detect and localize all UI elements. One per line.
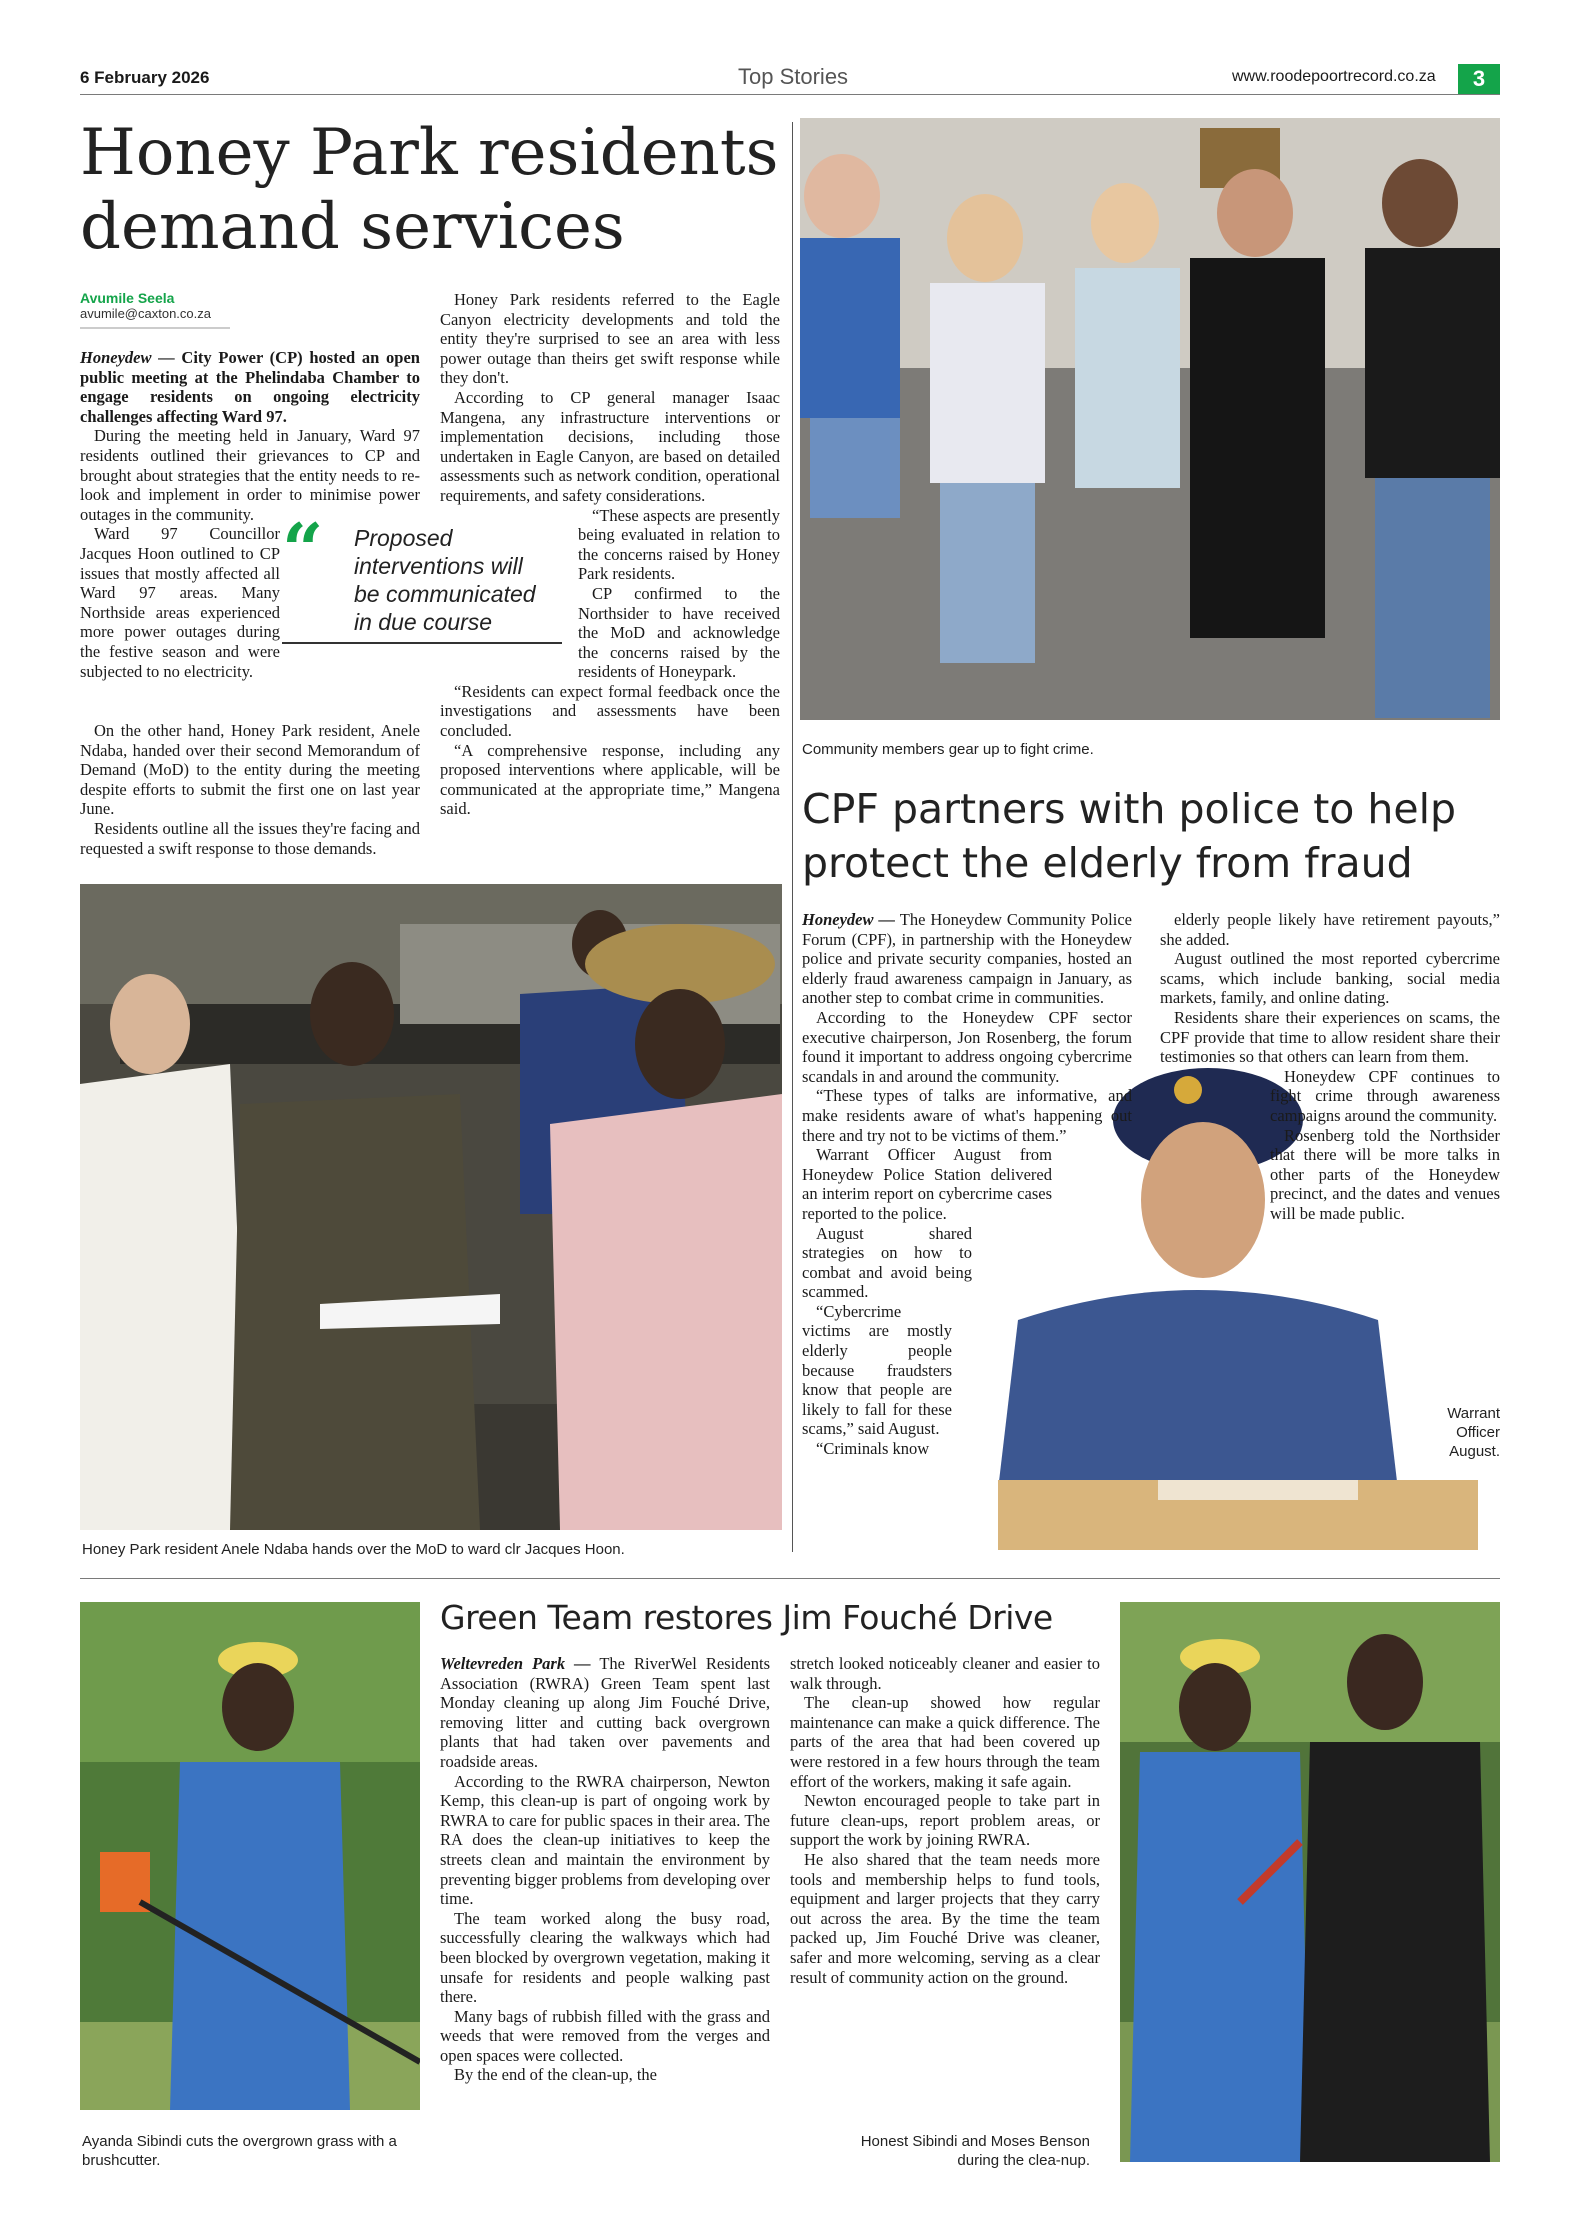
article2-paragraph: “Criminals know	[816, 1439, 930, 1459]
article3-column2	[790, 1654, 1100, 1987]
article2-dateline: Honeydew —	[802, 910, 896, 929]
article1-paragraph: Residents outline all the issues they're facing and requested a swift response to those demands.	[80, 819, 420, 858]
article1-paragraph: On the other hand, Honey Park resident, Anele Ndaba, handed over their second Memorandum of Demand (MoD) to the entity during the meeting despite efforts to submit the first one on last year June.	[80, 721, 420, 819]
article1-headline-line1: Honey Park residents	[80, 116, 779, 190]
article1-paragraph: Honey Park residents referred to the Eagle Canyon electricity developments and told the entity they're surprised to see an area with less power outage than theirs get swift response while they don't.	[440, 290, 780, 388]
header-rule	[80, 94, 1500, 95]
article3-column1	[440, 1654, 770, 2085]
article2-headline-line2: protect the elderly from fraud	[802, 839, 1413, 887]
article2-paragraph: “These types of talks are informative, and make residents aware of what's happening out there and try not to be victims of them.”	[802, 1086, 1132, 1145]
section-rule	[80, 1578, 1500, 1579]
article2-paragraph: elderly people likely have retirement payouts,” she added.	[1160, 910, 1500, 949]
community-group-photo	[800, 118, 1500, 720]
byline-author: Avumile Seela	[80, 290, 175, 306]
article3-paragraph: The team worked along the busy road, successfully clearing the walkways which had been blocked by overgrown vegetation, making it unsafe for residents and people walking past there.	[440, 1908, 770, 2007]
site-url[interactable]: www.roodepoortrecord.co.za	[1232, 68, 1436, 85]
pull-quote-text: Proposed interventions will be communicated in due course	[354, 525, 536, 635]
meeting-photo	[80, 884, 782, 1530]
workers-photo	[1120, 1602, 1500, 2162]
article2-column1	[802, 910, 1132, 1459]
article1-paragraph: According to CP general manager Isaac Mangena, any infrastructure interventions or implementation decisions, including those undertaken in Eagle Canyon, are based on detailed assessments such as network condition, operational requirements, and safety considerations.	[440, 387, 780, 505]
article1-dateline: Honeydew —	[80, 348, 175, 367]
article3-paragraph: By the end of the clean-up, the	[454, 2065, 657, 2085]
article3-headline: Green Team restores Jim Fouché Drive	[440, 1598, 1053, 1637]
article1-paragraph: Ward 97 Councillor Jacques Hoon outlined to CP issues that mostly affected all Ward 97 areas. Many Northside areas experienced more power outages during the festive season and were subjected to no electricity.	[80, 524, 280, 681]
article2-paragraph: According to the Honeydew CPF sector executive chairperson, Jon Rosenberg, the forum found it important to address ongoing cybercrime scandals in and around the community.	[802, 1007, 1132, 1086]
byline-email[interactable]: avumile@caxton.co.za	[80, 306, 211, 321]
article1-lead: City Power (CP) hosted an open public meeting at the Phelindaba Chamber to engage residents on ongoing electricity challenges affecting Ward 97.	[80, 348, 420, 426]
article1-paragraph: During the meeting held in January, Ward 97 residents outlined their grievances to CP and brought about strategies that the entity needs to re-look and implement in order to minimise power outages in the community.	[80, 426, 420, 524]
byline-rule	[80, 327, 230, 329]
article2-paragraph: Residents share their experiences on scams, the CPF provide that time to allow resident share their testimonies so that others can learn from them.	[1160, 1007, 1500, 1067]
article3-paragraph: stretch looked noticeably cleaner and easier to walk through.	[790, 1654, 1100, 1693]
officer-photo-caption: Warrant Officer August.	[1447, 1405, 1500, 1460]
article1-paragraph: CP confirmed to the Northsider to have received the MoD and acknowledge the concerns raised by the residents of Honeypark.	[578, 583, 780, 682]
article3-paragraph: Many bags of rubbish filled with the grass and weeds that were removed from the verges and open spaces were collected.	[440, 2006, 770, 2065]
article2-headline	[802, 782, 1502, 890]
article2-column2	[1160, 910, 1500, 1224]
article2-paragraph: Rosenberg told the Northsider that there will be more talks in other parts of the Honeydew precinct, and the dates and venues will be made public.	[1270, 1125, 1500, 1223]
article1-paragraph: “These aspects are presently being evaluated in relation to the concerns raised by Honey Park residents.	[578, 505, 780, 584]
article1-paragraph: “A comprehensive response, including any proposed interventions where applicable, will be communicated at the appropriate time,” Mangena said.	[440, 740, 780, 819]
workers-caption: Honest Sibindi and Moses Benson during the clea-nup.	[860, 2133, 1090, 2169]
brushcutter-photo	[80, 1602, 420, 2110]
article3-dateline: Weltevreden Park —	[440, 1654, 591, 1673]
issue-date: 6 February 2026	[80, 68, 210, 87]
article3-paragraph: According to the RWRA chairperson, Newton Kemp, this clean-up is part of ongoing work by RWRA to care for public spaces in their area. The RA does the clean-up initiatives to keep the streets clean and maintain the environment by preventing bigger problems from developing over time.	[440, 1771, 770, 1909]
page-number-badge: 3	[1458, 64, 1500, 94]
article2-paragraph: Warrant Officer August from Honeydew Police Station delivered an interim report on cybercrime cases reported to the police.	[802, 1145, 1052, 1223]
pull-quote	[282, 507, 562, 646]
article1-headline-line2: demand services	[80, 190, 625, 264]
brushcutter-caption: Ayanda Sibindi cuts the overgrown grass with a brushcutter.	[82, 2133, 397, 2169]
article2-paragraph: “Cybercrime victims are mostly elderly people because fraudsters know that people are likely to fall for these scams,” said August.	[802, 1301, 952, 1439]
meeting-photo-caption: Honey Park resident Anele Ndaba hands over the MoD to ward clr Jacques Hoon.	[82, 1541, 625, 1558]
article1-headline	[80, 116, 780, 264]
article1-paragraph: “Residents can expect formal feedback once the investigations and assessments have been concluded.	[440, 681, 780, 741]
section-title: Top Stories	[738, 64, 849, 89]
article3-paragraph: The clean-up showed how regular maintenance can make a quick difference. The parts of the area that had been covered up were restored in a few hours through the team effort of the workers, making it safe again.	[790, 1693, 1100, 1791]
article2-paragraph: Honeydew CPF continues to fight crime through awareness campaigns around the community.	[1270, 1066, 1500, 1125]
community-group-caption: Community members gear up to fight crime.	[802, 741, 1094, 758]
article2-headline-line1: CPF partners with police to help	[802, 785, 1457, 833]
article3-paragraph: Newton encouraged people to take part in future clean-ups, report problem areas, or support the work by joining RWRA.	[790, 1791, 1100, 1850]
article3-lead: The RiverWel Residents Association (RWRA) Green Team spent last Monday cleaning up along Jim Fouché Drive, removing litter and cutting back overgrown plants that had taken over pavements and roadside areas.	[440, 1654, 770, 1771]
article2-paragraph: August shared strategies on how to combat and avoid being scammed.	[802, 1223, 972, 1302]
column-divider	[792, 122, 793, 1552]
article3-paragraph: He also shared that the team needs more tools and membership helps to fund tools, equipment and larger projects that they carry out across the area. By the time the team packed up, Jim Fouché Drive was cleaner, safer and more welcoming, serving as a clear result of community action on the ground.	[790, 1849, 1100, 1987]
article2-paragraph: August outlined the most reported cybercrime scams, which include banking, social media markets, family, and online dating.	[1160, 949, 1500, 1008]
quote-mark-icon: “	[282, 507, 324, 592]
pull-quote-rule	[282, 642, 562, 644]
byline	[80, 290, 280, 329]
article2-lead: The Honeydew Community Police Forum (CPF), in partnership with the Honeydew police and private security companies, hosted an elderly fraud awareness campaign in January, as another step to combat crime in communities.	[802, 910, 1132, 1008]
